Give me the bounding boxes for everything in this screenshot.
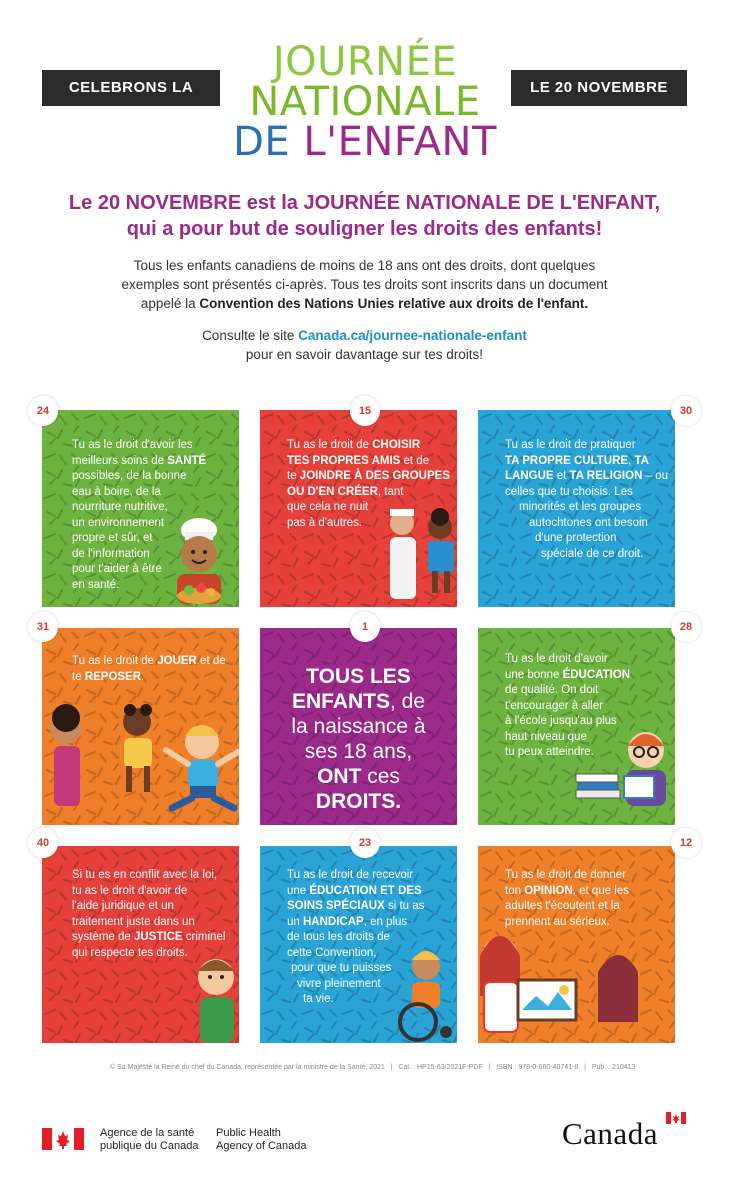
agency-name-fr bbox=[100, 1127, 198, 1153]
para-line-2: exemples sont présentés ci-après. Tous tes droits sont inscrits dans un document bbox=[121, 277, 608, 292]
agency-fr-1: Agence de la santé bbox=[100, 1127, 195, 1139]
friends-illustration bbox=[390, 505, 457, 605]
t24-l4: eau à boire, de la bbox=[72, 485, 161, 498]
t28-l2: une bonne bbox=[505, 668, 563, 681]
t1-l4: ses 18 ans, bbox=[304, 740, 413, 763]
agency-name-en bbox=[216, 1127, 307, 1153]
t24-l2a: meilleurs soins de bbox=[72, 454, 168, 467]
t40-l4: traitement juste dans un bbox=[72, 915, 195, 928]
tile-justice bbox=[42, 846, 239, 1043]
t15-l1a: Tu as le droit de bbox=[287, 439, 373, 451]
article-badge-31: 31 bbox=[28, 612, 58, 642]
t28-l6: haut niveau que bbox=[505, 730, 587, 743]
t23-l3a: SOINS SPÉCIAUX bbox=[287, 900, 385, 912]
t28-l3: de qualité. On doit bbox=[505, 684, 599, 696]
t1-l2b: , de bbox=[389, 690, 426, 713]
t30-l2b: , bbox=[628, 454, 635, 467]
t30-l3d: – ou bbox=[642, 470, 668, 482]
article-badge-24: 24 bbox=[28, 396, 58, 426]
t24-l5: nourriture nutritive, bbox=[72, 501, 168, 513]
t30-l6: autochtones ont besoin bbox=[529, 516, 648, 529]
t1-l6: DROITS. bbox=[315, 790, 402, 813]
t30-l2c: TA bbox=[634, 454, 649, 467]
t23-l5: de tous les droits de bbox=[287, 931, 390, 943]
t31-l2b: REPOSER bbox=[84, 670, 142, 683]
t24-l10: en santé. bbox=[72, 578, 120, 591]
article-badge-15: 15 bbox=[350, 396, 380, 426]
tile-all-children bbox=[260, 628, 457, 825]
link-paragraph bbox=[40, 326, 689, 364]
article-badge-23: 23 bbox=[350, 828, 380, 858]
t23-l2b: ÉDUCATION ET DES bbox=[309, 884, 422, 897]
canada-wordmark: Canada bbox=[562, 1116, 658, 1151]
agency-en-1: Public Health bbox=[216, 1127, 281, 1139]
t31-l1c: et de bbox=[196, 655, 226, 667]
t15-l4a: OU D'EN CRÉER bbox=[287, 485, 378, 498]
t23-l9: ta vie. bbox=[303, 993, 334, 1005]
t30-l3b: et bbox=[553, 470, 570, 482]
intro-paragraph bbox=[40, 256, 689, 313]
article-badge-30: 30 bbox=[671, 396, 701, 426]
t23-l4a: un bbox=[287, 915, 303, 928]
article-badge-12: 12 bbox=[671, 828, 701, 858]
t40-l5a: système de bbox=[72, 931, 134, 943]
title-line-3a: DE bbox=[233, 119, 304, 165]
t12-l4: prennent au sérieux. bbox=[505, 915, 610, 928]
t24-l9: pour t'aider à être bbox=[72, 563, 162, 575]
t24-l2b: SANTÉ bbox=[167, 454, 207, 467]
t15-l6: pas à d'autres. bbox=[287, 516, 363, 529]
page-title bbox=[220, 39, 510, 165]
tile-health bbox=[42, 410, 239, 607]
title-line-3b: L'ENFANT bbox=[303, 119, 497, 165]
right-banner: LE 20 NOVEMBRE bbox=[511, 70, 687, 106]
t30-l5: minorités et les groupes bbox=[519, 501, 642, 513]
t23-l4c: , en plus bbox=[363, 915, 408, 928]
t31-l2a: te bbox=[72, 670, 85, 683]
t28-l5: à l'école jusqu'au plus bbox=[505, 715, 617, 727]
t30-l7: d'une protection bbox=[535, 532, 617, 544]
t24-l7: propre et sûr, et bbox=[72, 532, 153, 544]
t1-l2a: ENFANTS bbox=[291, 690, 390, 713]
t30-l1: Tu as le droit de pratiquer bbox=[505, 439, 636, 451]
tile-special-care bbox=[260, 846, 457, 1043]
t24-l3: possibles, de la bonne bbox=[72, 470, 187, 482]
t15-l3a: te bbox=[287, 470, 300, 482]
presentation-illustration bbox=[478, 926, 675, 1043]
t15-l4b: , tant bbox=[377, 485, 404, 498]
t40-l1: Si tu es en conflit avec la loi, bbox=[72, 869, 218, 881]
t31-l1a: Tu as le droit de bbox=[72, 655, 158, 667]
t15-l3b: JOINDRE À DES GROUPES bbox=[299, 470, 450, 482]
t12-l2b: OPINION bbox=[524, 884, 573, 897]
center-statement bbox=[260, 664, 457, 814]
para-line-3 bbox=[40, 294, 689, 313]
t31-l2c: . bbox=[141, 670, 145, 683]
tile-play bbox=[42, 628, 239, 825]
t30-l3c: TA RELIGION bbox=[569, 470, 643, 482]
t23-l3b: si tu as bbox=[384, 900, 425, 912]
t12-l2c: , et que les bbox=[572, 884, 630, 897]
t28-l1: Tu as le droit d'avoir bbox=[505, 653, 608, 665]
boy-illustration bbox=[192, 951, 239, 1043]
article-badge-28: 28 bbox=[671, 612, 701, 642]
t40-l5c: criminel bbox=[182, 931, 226, 943]
t12-l3: adultes t'écoutent et la bbox=[505, 900, 620, 912]
headline-line-2: qui a pour but de souligner les droits des enfants! bbox=[126, 218, 603, 240]
t28-l7: tu peux atteindre. bbox=[505, 746, 594, 758]
reading-girl-illustration bbox=[574, 728, 674, 823]
tile-education bbox=[478, 628, 675, 825]
t23-l4b: HANDICAP bbox=[303, 915, 364, 928]
t23-l7: pour que tu puisses bbox=[291, 962, 392, 974]
canada-link[interactable]: Canada.ca/journee-nationale-enfant bbox=[298, 328, 527, 343]
t40-l3: l'aide juridique et un bbox=[72, 900, 174, 912]
copyright-line: © Sa Majesté la Reine du chef du Canada, représentée par la ministre de la Santé, 2021 | Cat. : HP15-63/2021F-PDF | ISBN : 978-0-660-40741-8 | Pub. : 210413 bbox=[110, 1064, 636, 1071]
wheelchair-child-illustration bbox=[396, 946, 457, 1043]
t30-l4: celles que tu choisis. Les bbox=[505, 485, 633, 498]
playing-kids-illustration bbox=[42, 698, 239, 818]
t24-l6: un environnement bbox=[72, 516, 165, 529]
title-line-3 bbox=[220, 119, 510, 165]
headline-line-1: Le 20 NOVEMBRE est la JOURNÉE NATIONALE DE L'ENFANT, bbox=[68, 192, 661, 214]
tile-friends bbox=[260, 410, 457, 607]
t23-l6: cette Convention, bbox=[287, 946, 377, 959]
t23-l2a: une bbox=[287, 884, 310, 897]
title-line-1: JOURNÉE bbox=[272, 39, 458, 85]
left-banner: CELEBRONS LA bbox=[42, 70, 220, 106]
t1-l1: TOUS LES bbox=[306, 665, 411, 688]
agency-fr-2: publique du Canada bbox=[100, 1140, 199, 1152]
tile-culture bbox=[478, 410, 675, 607]
t28-l2b: ÉDUCATION bbox=[562, 668, 631, 681]
tile-opinion bbox=[478, 846, 675, 1043]
canada-flag-icon bbox=[42, 1128, 84, 1150]
t30-l2a: TA PROPRE CULTURE bbox=[505, 454, 629, 467]
article-badge-1: 1 bbox=[350, 612, 380, 642]
t12-l1: Tu as le droit de donner bbox=[505, 869, 627, 881]
t31-l1b: JOUER bbox=[157, 655, 197, 667]
t1-l3: la naissance à bbox=[291, 715, 426, 738]
t15-l2b: et de bbox=[400, 454, 430, 467]
t1-l5a: ONT bbox=[317, 765, 362, 788]
t24-l1: Tu as le droit d'avoir les bbox=[72, 439, 193, 451]
para-3a: appelé la bbox=[140, 296, 200, 311]
t40-l5b: JUSTICE bbox=[134, 931, 183, 943]
t23-l1: Tu as le droit de recevoir bbox=[287, 869, 414, 881]
para-line-1: Tous les enfants canadiens de moins de 18 ans ont des droits, dont quelques bbox=[133, 258, 596, 273]
link-pre: Consulte le site bbox=[202, 328, 299, 343]
t40-l2: tu as le droit d'avoir de bbox=[72, 884, 188, 897]
t12-l2a: ton bbox=[505, 884, 525, 897]
convention-name: Convention des Nations Unies relative aux droits de l'enfant. bbox=[199, 296, 589, 311]
title-line-2: NATIONALE bbox=[249, 79, 481, 125]
t15-l2a: TES PROPRES AMIS bbox=[287, 454, 401, 467]
chef-child-illustration bbox=[157, 510, 237, 607]
t1-l5b: ces bbox=[361, 765, 400, 788]
wordmark-flag-icon bbox=[666, 1112, 686, 1124]
link-post: pour en savoir davantage sur tes droits! bbox=[245, 347, 484, 362]
article-badge-40: 40 bbox=[28, 828, 58, 858]
t24-l8: de l'information bbox=[72, 547, 150, 560]
t30-l8: spéciale de ce droit. bbox=[541, 547, 644, 560]
t15-l5: que cela ne nuit bbox=[287, 501, 369, 513]
t28-l4: t'encourager à aller bbox=[505, 699, 604, 712]
t30-l3a: LANGUE bbox=[505, 470, 554, 482]
intro-headline bbox=[20, 190, 709, 242]
t15-l1b: CHOISIR bbox=[372, 439, 421, 451]
t40-l6: qui respecte tes droits. bbox=[72, 946, 188, 959]
t23-l8: vivre pleinement bbox=[297, 977, 381, 990]
agency-en-2: Agency of Canada bbox=[216, 1140, 307, 1152]
